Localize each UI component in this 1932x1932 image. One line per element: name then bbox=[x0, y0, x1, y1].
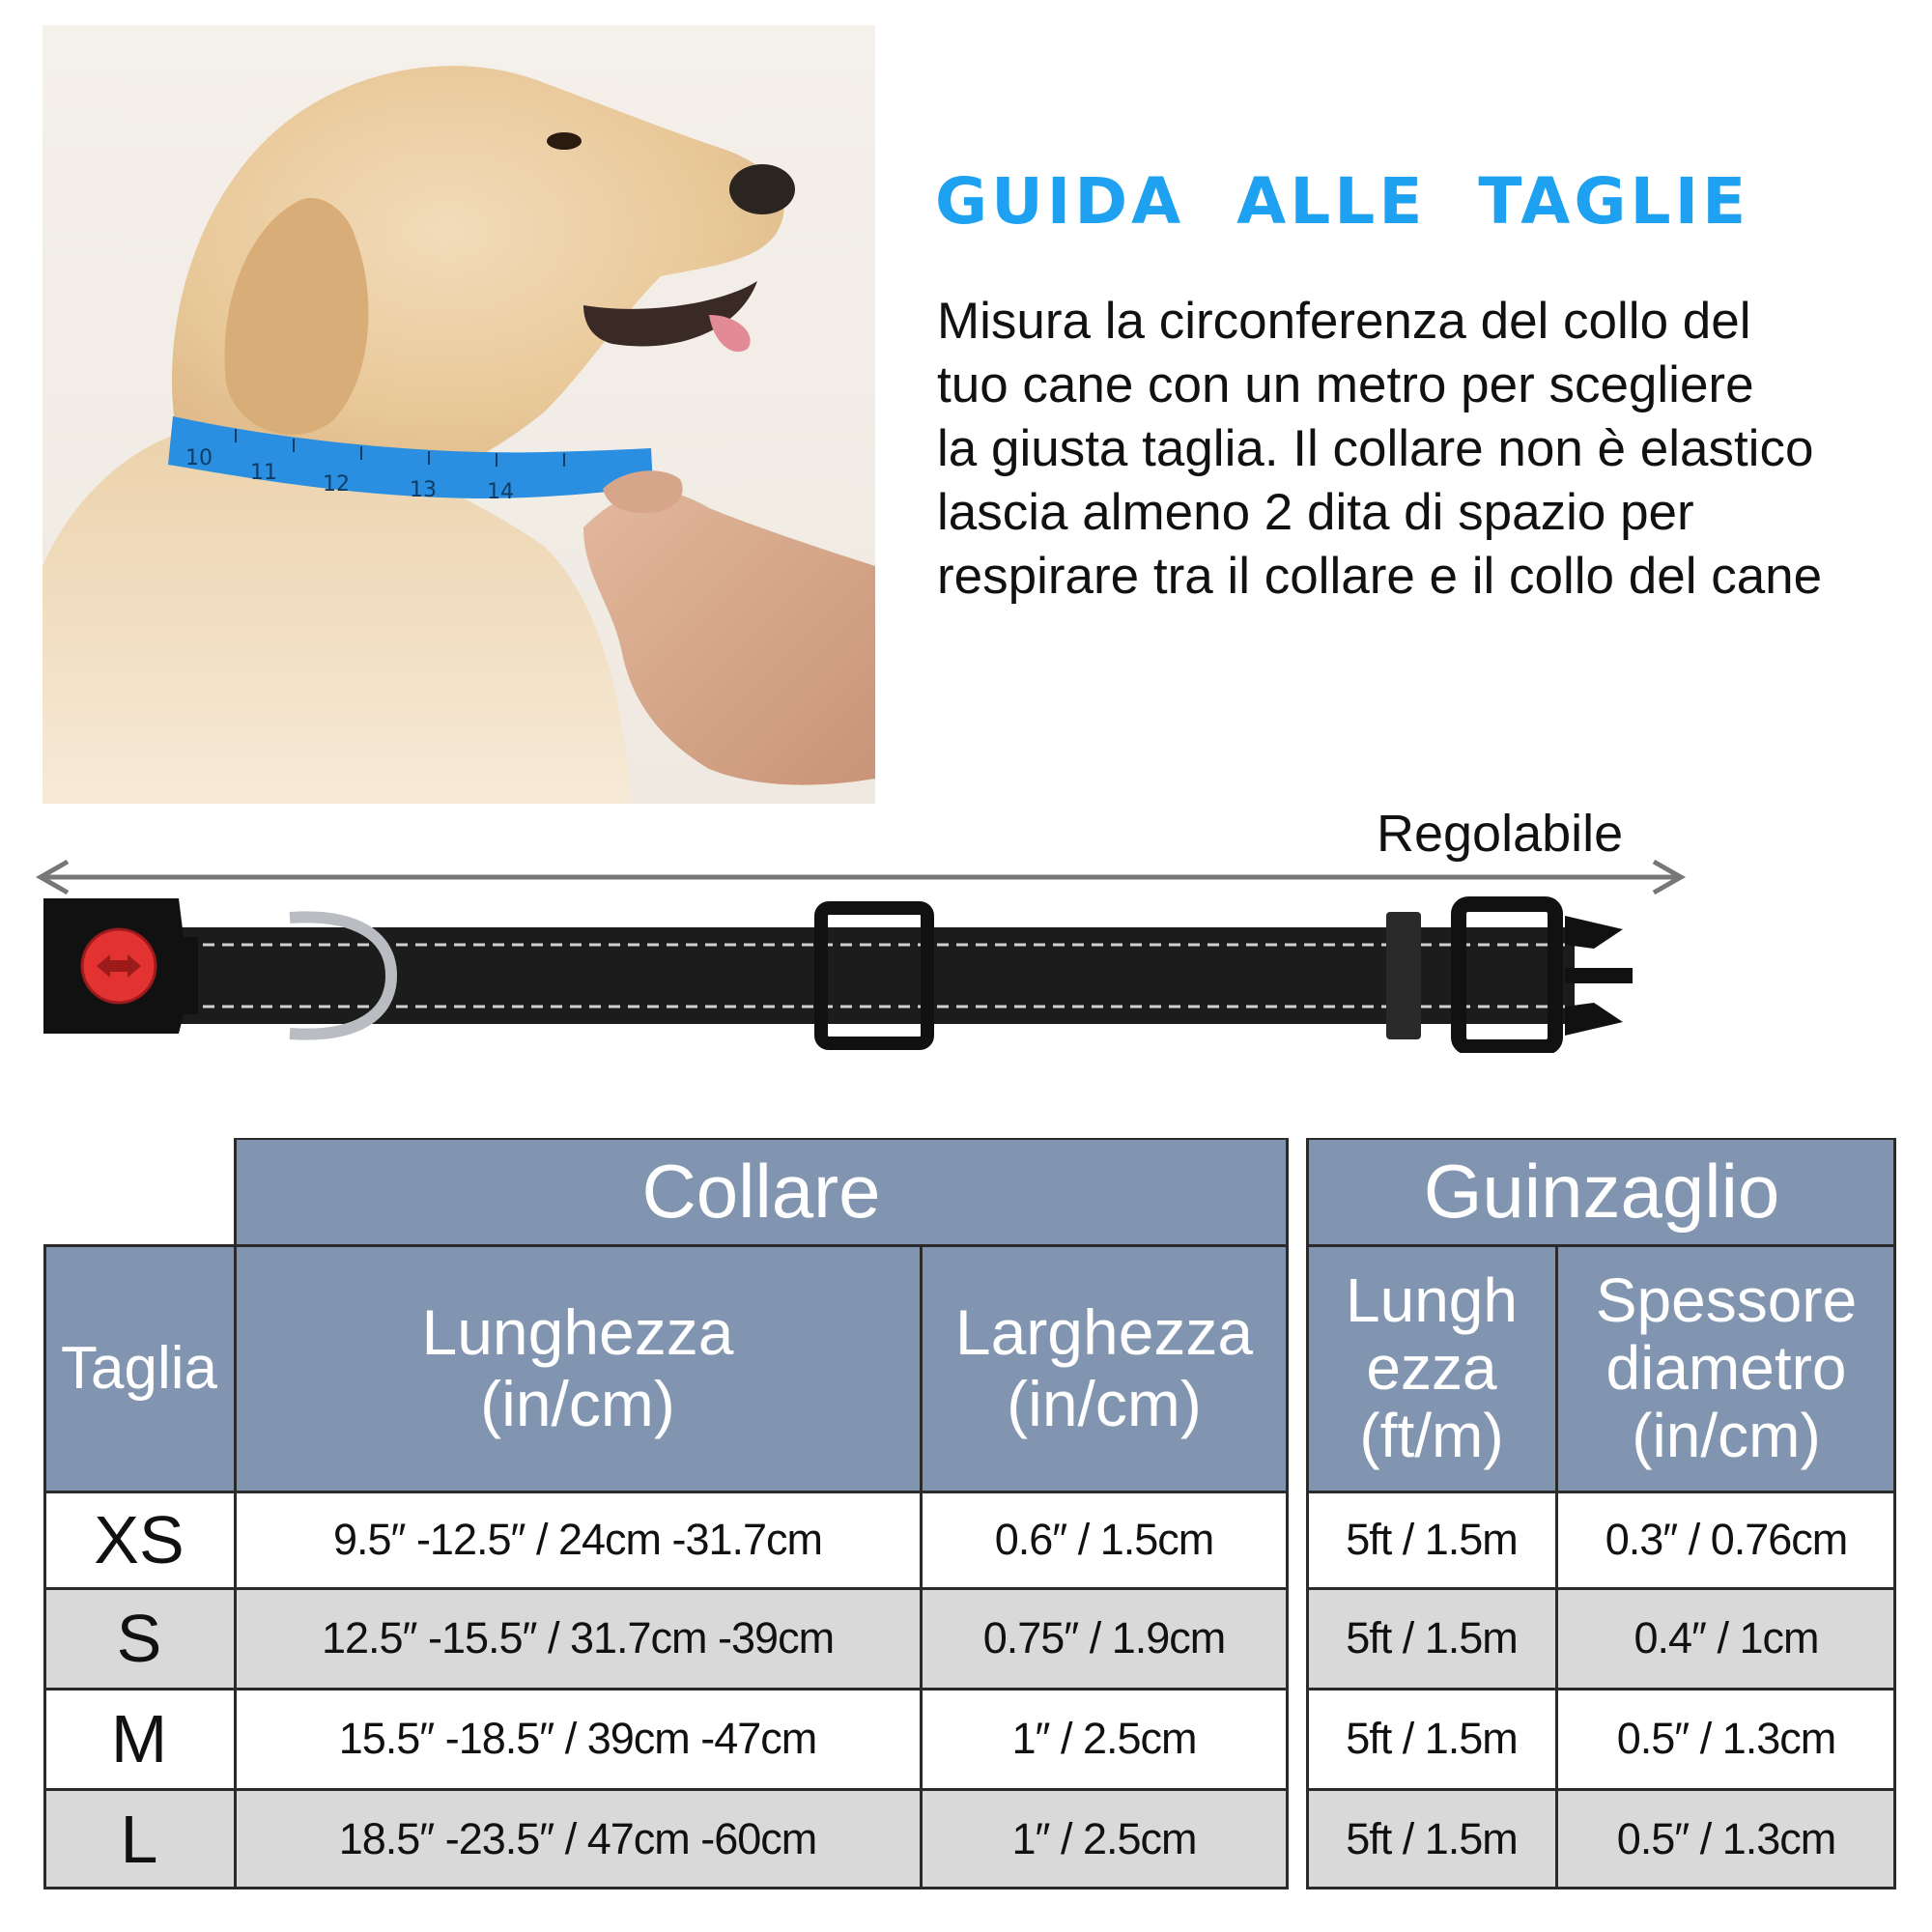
grid-line bbox=[1307, 1887, 1896, 1889]
size-table bbox=[43, 1138, 1896, 1889]
description-line: respirare tra il collare e il collo del cane bbox=[937, 548, 1823, 605]
row-width-s: 0.75″ / 1.9cm bbox=[921, 1588, 1288, 1689]
tape-number-12: 12 bbox=[323, 472, 350, 497]
adjustable-label: Regolabile bbox=[1377, 805, 1624, 863]
puppy-measuring-photo bbox=[43, 25, 875, 804]
grid-line bbox=[43, 1587, 1288, 1590]
grid-line bbox=[1555, 1244, 1558, 1889]
grid-line bbox=[1286, 1138, 1289, 1889]
header-thickness-label: Spessore bbox=[1595, 1265, 1858, 1335]
grid-line bbox=[1306, 1138, 1309, 1889]
collar-illustration bbox=[29, 840, 1710, 1053]
description-line: la giusta taglia. Il collare non è elastico bbox=[937, 420, 1814, 477]
description-line: Misura la circonferenza del collo del bbox=[937, 293, 1751, 350]
adjustable-arrow bbox=[41, 862, 1681, 893]
tape-number-10: 10 bbox=[185, 446, 213, 470]
row-leash-length-xs: 5ft / 1.5m bbox=[1307, 1492, 1556, 1588]
grid-line bbox=[43, 1491, 1288, 1493]
tape-number-13: 13 bbox=[410, 478, 437, 502]
grid-line bbox=[43, 1244, 46, 1889]
row-leash-length-l: 5ft / 1.5m bbox=[1307, 1789, 1556, 1889]
grid-line bbox=[1307, 1788, 1896, 1791]
column-gap bbox=[1288, 1138, 1307, 1889]
table-corner bbox=[43, 1138, 235, 1244]
header-width-label: Larghezza bbox=[954, 1296, 1254, 1368]
grid-line bbox=[234, 1138, 237, 1889]
row-width-l: 1″ / 2.5cm bbox=[921, 1789, 1288, 1889]
row-thickness-s: 0.4″ / 1cm bbox=[1556, 1588, 1896, 1689]
row-length-xs: 9.5″ -12.5″ / 24cm -31.7cm bbox=[235, 1492, 921, 1588]
header-thickness bbox=[1556, 1244, 1896, 1492]
row-size-s: S bbox=[43, 1588, 235, 1689]
grid-line bbox=[920, 1244, 923, 1889]
row-leash-length-m: 5ft / 1.5m bbox=[1307, 1689, 1556, 1789]
collar-graphic bbox=[29, 840, 1710, 1053]
grid-line bbox=[43, 1244, 1288, 1247]
row-thickness-xs: 0.3″ / 0.76cm bbox=[1556, 1492, 1896, 1588]
puppy-illustration bbox=[43, 25, 875, 804]
header-leash-length-unit: (ft/m) bbox=[1359, 1401, 1504, 1470]
description-line: tuo cane con un metro per scegliere bbox=[937, 356, 1754, 413]
grid-line bbox=[1893, 1138, 1896, 1889]
row-thickness-l: 0.5″ / 1.3cm bbox=[1556, 1789, 1896, 1889]
grid-line bbox=[1307, 1491, 1896, 1493]
header-leash: Guinzaglio bbox=[1307, 1138, 1896, 1244]
grid-line bbox=[1307, 1587, 1896, 1590]
header-thickness-label2: diametro bbox=[1605, 1333, 1847, 1403]
row-length-s: 12.5″ -15.5″ / 31.7cm -39cm bbox=[235, 1588, 921, 1689]
row-leash-length-s: 5ft / 1.5m bbox=[1307, 1588, 1556, 1689]
row-size-l: L bbox=[43, 1789, 235, 1889]
header-length-unit: (in/cm) bbox=[480, 1368, 675, 1439]
row-length-l: 18.5″ -23.5″ / 47cm -60cm bbox=[235, 1789, 921, 1889]
grid-line bbox=[43, 1788, 1288, 1791]
row-length-m: 15.5″ -18.5″ / 39cm -47cm bbox=[235, 1689, 921, 1789]
grid-line bbox=[235, 1138, 1288, 1140]
grid-line bbox=[43, 1887, 1288, 1889]
row-size-m: M bbox=[43, 1689, 235, 1789]
grid-line bbox=[1307, 1138, 1896, 1140]
header-size: Taglia bbox=[43, 1244, 235, 1492]
tape-number-11: 11 bbox=[250, 461, 277, 485]
tape-number-14: 14 bbox=[487, 480, 514, 504]
grid-line bbox=[1307, 1688, 1896, 1690]
header-leash-length-part2: ezza bbox=[1366, 1333, 1497, 1403]
header-length-label: Lunghezza bbox=[421, 1296, 734, 1368]
header-length bbox=[235, 1244, 921, 1492]
row-thickness-m: 0.5″ / 1.3cm bbox=[1556, 1689, 1896, 1789]
header-thickness-unit: (in/cm) bbox=[1632, 1401, 1821, 1470]
header-width-unit: (in/cm) bbox=[1007, 1368, 1202, 1439]
grid-line bbox=[1307, 1244, 1896, 1247]
row-width-xs: 0.6″ / 1.5cm bbox=[921, 1492, 1288, 1588]
header-width bbox=[921, 1244, 1288, 1492]
header-leash-length bbox=[1307, 1244, 1556, 1492]
header-leash-length-part1: Lungh bbox=[1346, 1265, 1518, 1335]
grid-line bbox=[43, 1688, 1288, 1690]
row-size-xs: XS bbox=[43, 1492, 235, 1588]
description-line: lascia almeno 2 dita di spazio per bbox=[937, 484, 1694, 541]
size-guide-title: GUIDA ALLE TAGLIE bbox=[935, 164, 1750, 239]
size-guide-description bbox=[937, 290, 1903, 609]
row-width-m: 1″ / 2.5cm bbox=[921, 1689, 1288, 1789]
header-collar: Collare bbox=[235, 1138, 1288, 1244]
